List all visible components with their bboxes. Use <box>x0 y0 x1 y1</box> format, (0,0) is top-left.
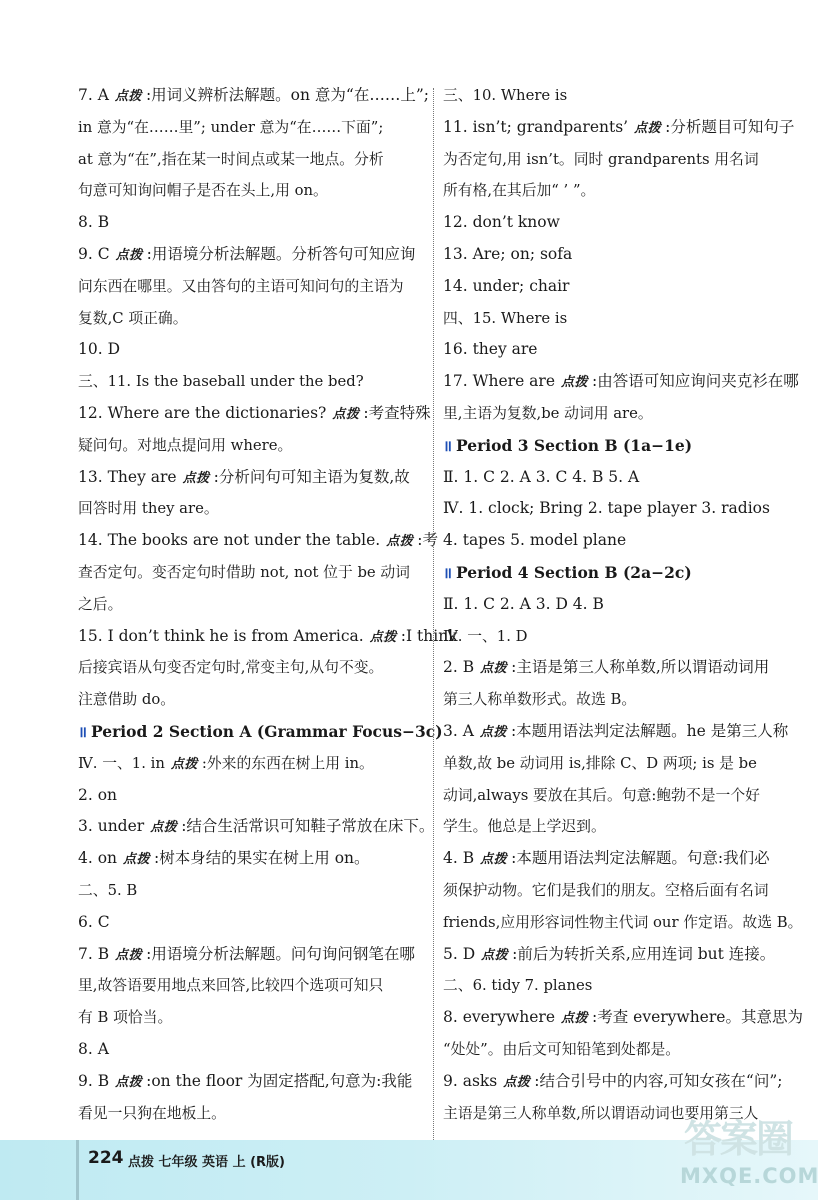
answer-line <box>78 780 426 812</box>
answer-text: 句意可知询问帽子是否在头上,用 on。 <box>78 182 328 200</box>
answer-text: 8. B <box>78 213 110 232</box>
section-heading <box>443 430 789 462</box>
answer-line <box>443 811 789 843</box>
answer-line <box>78 175 426 207</box>
answer-text: 9. B <box>78 1071 110 1090</box>
answer-line <box>443 366 799 398</box>
answer-line <box>78 462 426 494</box>
answer-text: 须保护动物。它们是我们的朋友。空格后面有名词 <box>443 881 769 899</box>
answer-line <box>78 748 426 780</box>
left-column <box>78 80 458 1129</box>
section-heading <box>78 716 443 748</box>
answer-line <box>78 525 438 557</box>
section-marker-icon: ॥ <box>78 722 87 741</box>
dianbo-tag: 点拨 <box>182 470 210 486</box>
answer-line <box>78 652 426 684</box>
answer-line <box>78 589 426 621</box>
answer-text: 11. isn’t; grandparents’ <box>443 117 629 136</box>
answer-text: 5. D <box>443 944 476 963</box>
watermark-badge: 答案圈 <box>684 1117 793 1161</box>
explanation-text: :考查 everywhere。其意思为 <box>592 1008 803 1027</box>
answer-line <box>78 843 426 875</box>
dianbo-tag: 点拨 <box>115 1074 143 1090</box>
explanation-text: :I think <box>400 626 458 645</box>
answer-line <box>78 303 426 335</box>
answer-text: at 意为“在”,指在某一时间点或某一地点。分析 <box>78 150 384 168</box>
watermark-logo <box>680 1108 819 1188</box>
answer-text: 查否定句。变否定句时借助 not, not 位于 be 动词 <box>78 563 410 581</box>
page-number: 224 <box>88 1148 124 1168</box>
answer-text: 13. Are; on; sofa <box>443 244 573 263</box>
answer-line <box>78 875 426 907</box>
explanation-text: :用词义辨析法解题。on 意为“在……上”; <box>145 86 429 104</box>
answer-text: 二、6. tidy 7. planes <box>443 977 593 995</box>
answer-line <box>78 970 426 1002</box>
answer-text: 8. everywhere <box>443 1008 555 1027</box>
watermark-site: MXQE.COM <box>680 1164 819 1188</box>
explanation-text: :分析题目可知句子 <box>665 117 795 136</box>
answer-text: 9. C <box>78 244 110 263</box>
dianbo-tag: 点拨 <box>123 852 151 868</box>
answer-line <box>443 589 789 621</box>
answer-text: 单数,故 be 动词用 is,排除 C、D 两项; is 是 be <box>443 754 757 772</box>
answer-text: 3. A <box>443 721 474 740</box>
explanation-text: :用语境分析法解题。分析答句可知应询 <box>146 244 416 263</box>
explanation-text: :本题用语法判定法解题。he 是第三人称 <box>510 721 789 740</box>
dianbo-tag: 点拨 <box>561 1011 589 1027</box>
answer-text: 6. C <box>78 912 110 931</box>
answer-text: 注意借助 do。 <box>78 691 176 709</box>
answer-text: 2. on <box>78 785 118 804</box>
answer-line <box>443 239 789 271</box>
answer-text: 7. A <box>78 86 109 104</box>
answer-line <box>78 239 426 271</box>
answer-line <box>78 207 426 239</box>
answer-text: 后接宾语从句变否定句时,常变主句,从句不变。 <box>78 659 384 677</box>
answer-text: 之后。 <box>78 595 123 613</box>
answer-line <box>443 462 789 494</box>
answer-line <box>78 907 426 939</box>
answer-text: 12. don’t know <box>443 213 560 232</box>
answer-line <box>443 334 789 366</box>
column-divider <box>433 88 434 1140</box>
dianbo-tag: 点拨 <box>150 820 178 836</box>
answer-line <box>443 1034 789 1066</box>
dianbo-tag: 点拨 <box>480 852 508 868</box>
answer-text: 二、5. B <box>78 881 138 899</box>
explanation-text: :本题用语法判定法解题。句意:我们必 <box>511 849 770 868</box>
section-marker-icon: ॥ <box>443 436 452 455</box>
answer-text: 14. under; chair <box>443 276 570 295</box>
explanation-text: :考查特殊 <box>363 403 431 422</box>
explanation-text: :由答语可知应询问夹克衫在哪 <box>592 372 799 391</box>
answer-line <box>78 398 431 430</box>
explanation-text: :分析问句可知主语为复数,故 <box>213 467 410 486</box>
book-title: 点拨 七年级 英语 上 (R版) <box>128 1155 285 1170</box>
answer-line <box>443 716 789 748</box>
answer-text: 14. The books are not under the table. <box>78 531 381 550</box>
answer-line <box>78 1002 426 1034</box>
explanation-text: :用语境分析法解题。问句询问钢笔在哪 <box>146 944 415 963</box>
footer-edge <box>76 1140 79 1200</box>
dianbo-tag: 点拨 <box>170 756 198 772</box>
explanation-text: :on the floor 为固定搭配,句意为:我能 <box>146 1071 413 1090</box>
answer-line <box>443 875 789 907</box>
answer-text: 有 B 项恰当。 <box>78 1009 173 1027</box>
dianbo-tag: 点拨 <box>115 947 143 963</box>
answer-line <box>78 334 426 366</box>
answer-line <box>443 970 789 1002</box>
answer-text: Ⅳ. 1. clock; Bring 2. tape player 3. radios <box>443 499 770 518</box>
answer-text: 4. tapes 5. model plane <box>443 531 627 550</box>
answer-text: 3. under <box>78 817 145 836</box>
answer-text: 所有格,在其后加“ ’ ”。 <box>443 182 596 200</box>
answer-text: 4. on <box>78 849 118 868</box>
answer-line <box>78 80 429 112</box>
dianbo-tag: 点拨 <box>114 89 142 104</box>
answer-line <box>78 112 426 144</box>
answer-line <box>443 493 789 525</box>
answer-line <box>443 621 789 653</box>
explanation-text: :结合生活常识可知鞋子常放在床下。 <box>181 817 435 836</box>
dianbo-tag: 点拨 <box>561 375 589 391</box>
explanation-text: :树本身结的果实在树上用 on。 <box>154 849 370 868</box>
answer-text: 为否定句,用 isn’t。同时 grandparents 用名词 <box>443 150 759 168</box>
answer-text: Ⅳ. 一、1. in <box>78 754 165 772</box>
explanation-text: :考 <box>417 531 438 550</box>
answer-line <box>443 525 789 557</box>
answer-text: 7. B <box>78 944 110 963</box>
answer-text: Period 4 Section B (2a−2c) <box>456 562 692 582</box>
answer-line <box>443 1066 789 1098</box>
answer-text: Ⅳ. 一、1. D <box>443 627 528 645</box>
answer-text: friends,应用形容词性物主代词 our 作定语。故选 B。 <box>443 913 803 931</box>
section-marker-icon: ॥ <box>443 563 452 582</box>
answer-text: 10. D <box>78 340 121 359</box>
answer-text: 看见一只狗在地板上。 <box>78 1104 226 1122</box>
section-heading <box>443 557 789 589</box>
explanation-text: :外来的东西在树上用 in。 <box>201 754 374 772</box>
answer-text: 里,故答语要用地点来回答,比较四个选项可知只 <box>78 977 384 995</box>
answer-text: 问东西在哪里。又由答句的主语可知问句的主语为 <box>78 277 404 295</box>
answer-text: 疑问句。对地点提问用 where。 <box>78 436 293 454</box>
answer-line <box>443 843 789 875</box>
explanation-text: :结合引号中的内容,可知女孩在“问”; <box>534 1071 783 1090</box>
answer-line <box>443 207 789 239</box>
answer-text: 里,主语为复数,be 动词用 are。 <box>443 404 653 422</box>
answer-text: “处处”。由后文可知铅笔到处都是。 <box>443 1040 681 1058</box>
answer-line <box>78 430 426 462</box>
answer-text: 16. they are <box>443 340 538 359</box>
answer-line <box>78 621 458 653</box>
answer-line <box>443 748 789 780</box>
answer-text: 9. asks <box>443 1071 498 1090</box>
answer-line <box>78 939 426 971</box>
answer-text: 4. B <box>443 849 475 868</box>
answer-text: 三、10. Where is <box>443 87 568 104</box>
answer-line <box>443 652 789 684</box>
answer-text: 动词,always 要放在其后。句意:鲍勃不是一个好 <box>443 786 760 804</box>
answer-text: 12. Where are the dictionaries? <box>78 403 327 422</box>
answer-text: 回答时用 they are。 <box>78 500 219 518</box>
answer-line <box>78 1034 426 1066</box>
answer-line <box>443 398 789 430</box>
answer-text: 2. B <box>443 658 475 677</box>
answer-line <box>443 80 789 112</box>
answer-line <box>78 684 426 716</box>
answer-line <box>443 907 803 939</box>
dianbo-tag: 点拨 <box>479 724 507 740</box>
answer-text: 学生。他总是上学迟到。 <box>443 818 606 836</box>
dianbo-tag: 点拨 <box>503 1074 531 1090</box>
answer-line <box>443 112 795 144</box>
answer-line <box>78 366 426 398</box>
answer-line <box>78 1098 426 1130</box>
answer-line <box>443 1002 803 1034</box>
explanation-text: :主语是第三人称单数,所以谓语动词用 <box>511 658 770 677</box>
answer-text: 三、11. Is the baseball under the bed? <box>78 373 364 391</box>
answer-line <box>443 175 789 207</box>
answer-line <box>78 144 426 176</box>
answer-line <box>443 144 789 176</box>
answer-text: 四、15. Where is <box>443 309 568 327</box>
dianbo-tag: 点拨 <box>634 120 662 136</box>
answer-text: 主语是第三人称单数,所以谓语动词也要用第三人 <box>443 1104 759 1122</box>
answer-text: in 意为“在……里”; under 意为“在……下面”; <box>78 118 384 136</box>
answer-text: Ⅱ. 1. C 2. A 3. D 4. B <box>443 594 604 613</box>
answer-text: Period 2 Section A (Grammar Focus−3c) <box>91 721 443 741</box>
explanation-text: :前后为转折关系,应用连词 but 连接。 <box>512 944 776 963</box>
answer-line <box>78 557 426 589</box>
answer-line <box>78 1066 426 1098</box>
answer-text: 13. They are <box>78 467 177 486</box>
dianbo-tag: 点拨 <box>386 534 414 550</box>
answer-line <box>78 811 435 843</box>
dianbo-tag: 点拨 <box>332 406 360 422</box>
answer-line <box>443 271 789 303</box>
answer-text: 第三人称单数形式。故选 B。 <box>443 691 637 709</box>
dianbo-tag: 点拨 <box>480 661 508 677</box>
answer-line <box>443 684 789 716</box>
dianbo-tag: 点拨 <box>481 947 509 963</box>
answer-text: Ⅱ. 1. C 2. A 3. C 4. B 5. A <box>443 467 640 486</box>
answer-text: Period 3 Section B (1a−1e) <box>456 435 693 455</box>
answer-text: 8. A <box>78 1039 109 1058</box>
answer-line <box>78 493 426 525</box>
dianbo-tag: 点拨 <box>115 247 143 263</box>
dianbo-tag: 点拨 <box>369 629 397 645</box>
answer-line <box>78 271 426 303</box>
answer-line <box>443 303 789 335</box>
answer-text: 17. Where are <box>443 372 555 391</box>
answer-text: 复数,C 项正确。 <box>78 309 188 327</box>
right-column <box>443 80 803 1129</box>
answer-line <box>443 939 789 971</box>
answer-text: 15. I don’t think he is from America. <box>78 626 364 645</box>
answer-line <box>443 780 789 812</box>
